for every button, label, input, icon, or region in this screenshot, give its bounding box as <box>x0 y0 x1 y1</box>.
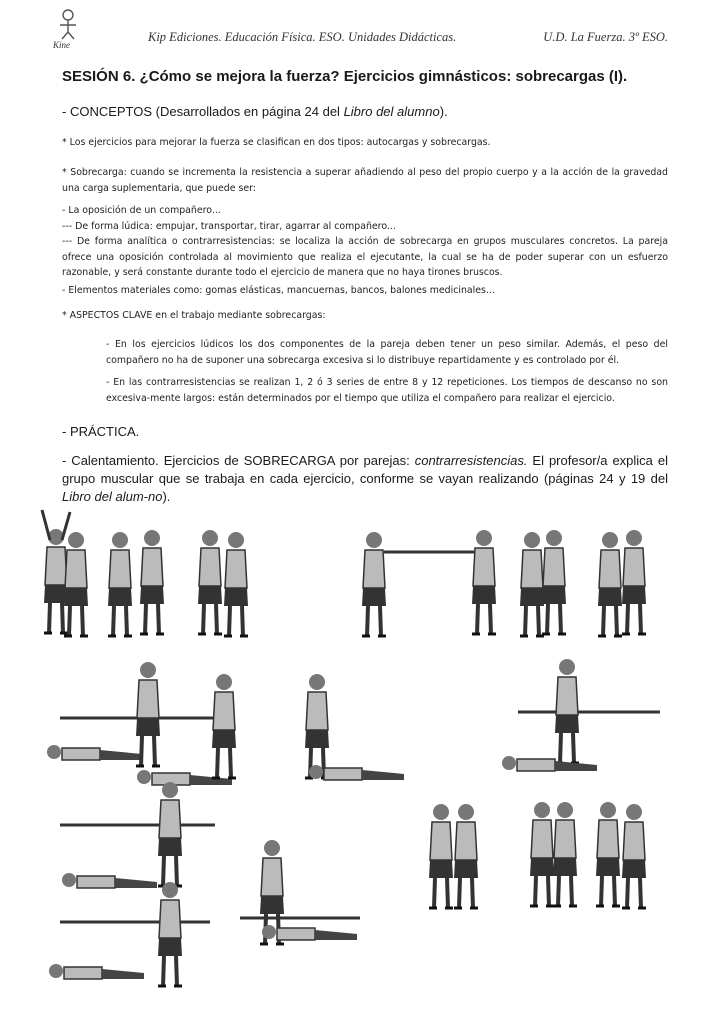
figure-row-4 <box>49 882 210 986</box>
concept-item-4: --- De forma lúdica: empujar, transportar, tirar, agarrar al compañero... <box>62 220 396 232</box>
section-conceptos <box>62 104 448 119</box>
page-header <box>0 0 728 52</box>
concept-item-9: - En las contrarresistencias se realizan 1, 2 ó 3 series de entre 8 y 12 repeticiones. Los tiempos de descanso no son excesiva-mente largos: están determinados por el tiempo que utiliza el compañero para realizar el ejercicio. <box>106 377 668 404</box>
calentamiento-lead: - Calentamiento. Ejercicios de SOBRECARGA por parejas: <box>62 453 415 468</box>
conceptos-book: Libro del alumno <box>343 104 440 119</box>
page-title: SESIÓN 6. ¿Cómo se mejora la fuerza? Ejercicios gimnásticos: sobrecargas (I). <box>62 68 628 85</box>
calentamiento-book: Libro del alum-no <box>62 489 163 504</box>
exercise-illustrations <box>40 500 690 1020</box>
figure-row-1 <box>42 510 646 636</box>
concept-item-7: * ASPECTOS CLAVE en el trabajo mediante sobrecargas: <box>62 310 326 321</box>
kip-kine-logo <box>50 6 86 50</box>
figure-row-3 <box>60 782 646 944</box>
calentamiento-mid: El profesor/a explica el grupo muscular que se trabaja en cada ejercicio, conforme se vayan realizando (páginas 24 y 19 del <box>62 453 668 486</box>
svg-text:Kine: Kine <box>53 40 70 50</box>
concept-item-5: --- De forma analítica o contrarresistencias: se localiza la acción de sobrecarga en grupos musculares concretos. La pareja ofrece una oposición controlada al movimiento que realiza el ejecutante, la cual se ha de poder superar con un esfuerzo razonable, y será constante durante todo el ejercicio de manera que no haya tirones bruscos. <box>62 236 668 278</box>
conceptos-tail: ). <box>439 104 448 119</box>
concept-item-2: * Sobrecarga: cuando se incrementa la resistencia a superar añadiendo al peso del propio cuerpo y a la acción de la gravedad una carga suplementaria, que puede ser: <box>62 167 668 194</box>
figure-row-2 <box>47 659 660 785</box>
concept-item-3: - La oposición de un compañero... <box>62 205 221 216</box>
concept-item-6: - Elementos materiales como: gomas elásticas, mancuernas, bancos, balones medicinales... <box>62 285 495 296</box>
header-right-text: U.D. La Fuerza. 3º ESO. <box>543 30 668 44</box>
concept-item-1: * Los ejercicios para mejorar la fuerza se clasifican en dos tipos: autocargas y sobrecargas. <box>62 137 491 148</box>
conceptos-lead: - CONCEPTOS (Desarrollados en página 24 del <box>62 104 344 119</box>
calentamiento-paragraph <box>62 452 668 506</box>
calentamiento-tail: ). <box>162 489 171 504</box>
calentamiento-em: contrarresistencias. <box>414 453 528 468</box>
header-left-text: Kip Ediciones. Educación Física. ESO. Unidades Didácticas. <box>148 30 457 44</box>
concept-item-8: - En los ejercicios lúdicos los dos componentes de la pareja deben tener un peso similar. Además, el peso del compañero no ha de suponer una sobrecarga excesiva si lo distribuye repartidamente y es controlado por él. <box>106 339 668 366</box>
section-practica: - PRÁCTICA. <box>62 424 140 439</box>
